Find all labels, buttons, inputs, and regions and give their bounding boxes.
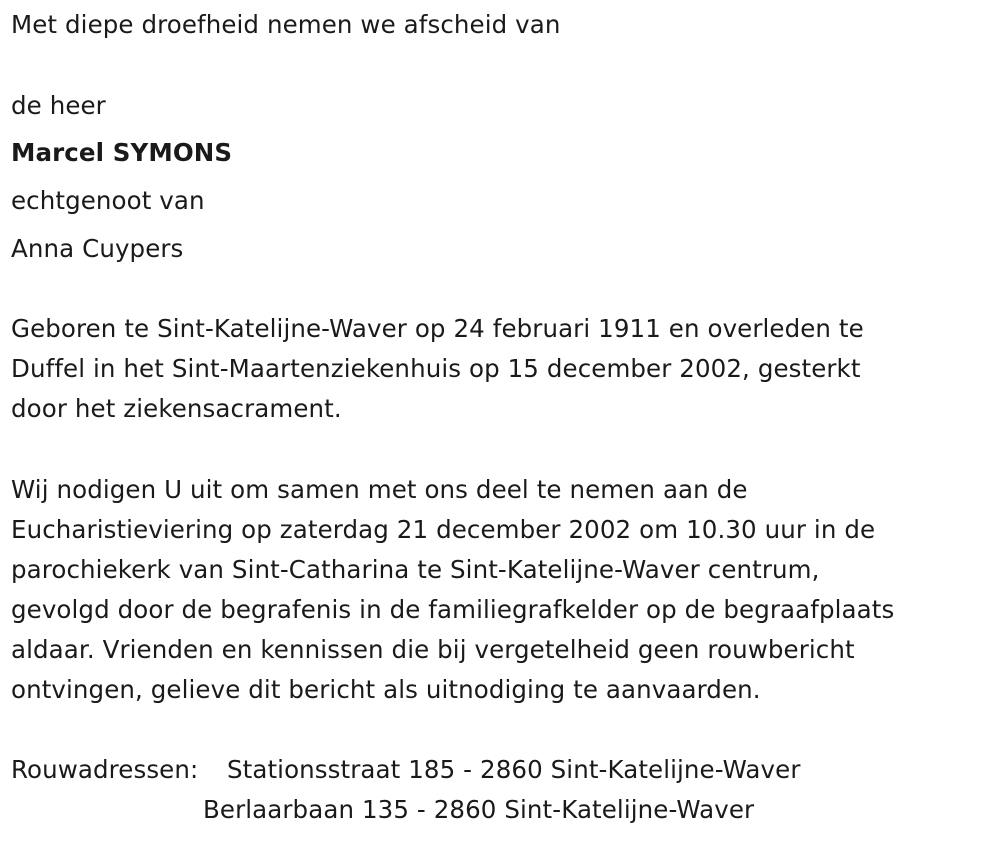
birth-death-line-1: Geboren te Sint-Katelijne-Waver op 24 februari 1911 en overleden te [11,314,864,343]
address-row-2 [11,790,754,830]
obituary-notice [11,0,991,846]
address-2: Berlaarbaan 135 - 2860 Sint-Katelijne-Waver [203,795,755,824]
invitation-line-5: aldaar. Vrienden en kennissen die bij vergetelheid geen rouwbericht [11,635,855,664]
spouse-name: Anna Cuypers [11,234,184,263]
invitation-line-1: Wij nodigen U uit om samen met ons deel te nemen aan de [11,475,748,504]
invitation-line-3: parochiekerk van Sint-Catharina te Sint-Katelijne-Waver centrum, [11,555,820,584]
birth-death-line-2: Duffel in het Sint-Maartenziekenhuis op 15 december 2002, gesterkt [11,354,861,383]
intro-text: Met diepe droefheid nemen we afscheid van [11,10,561,39]
deceased-title: de heer [11,91,106,120]
invitation-line-4: gevolgd door de begrafenis in de familiegrafkelder op de begraafplaats [11,595,895,624]
address-1: Stationsstraat 185 - 2860 Sint-Katelijne-Waver [227,755,801,784]
deceased-name: Marcel SYMONS [11,138,233,167]
addresses-label: Rouwadressen: [11,755,199,784]
relation-text: echtgenoot van [11,186,205,215]
invitation-line-2: Eucharistieviering op zaterdag 21 december 2002 om 10.30 uur in de [11,515,876,544]
invitation-line-6: ontvingen, gelieve dit bericht als uitnodiging te aanvaarden. [11,675,761,704]
address-row-1 [11,750,801,790]
birth-death-line-3: door het ziekensacrament. [11,394,342,423]
